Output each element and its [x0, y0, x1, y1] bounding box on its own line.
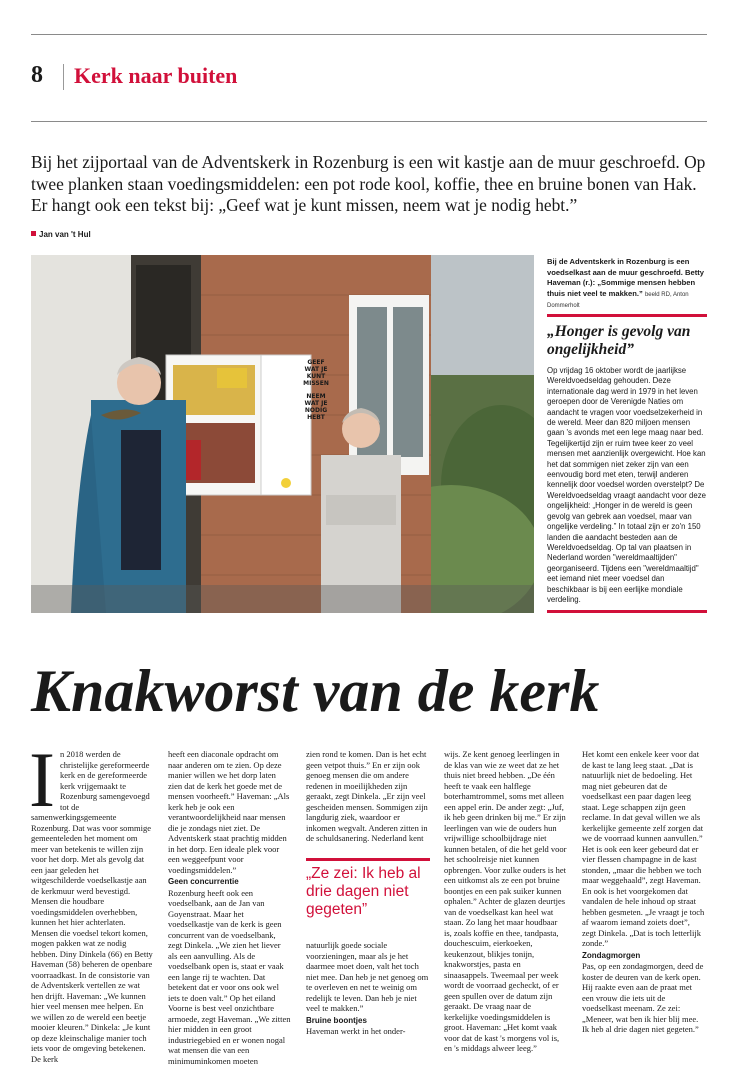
section-title: Kerk naar buiten — [74, 63, 238, 88]
body-text: n 2018 werden de christelijke gereformeerde kerk en de gereformeerde kerk vrijgemaakt te Rozenburg samengevoegd tot de samenwerkingsgemeente Rozenburg. Dat was voor sommige gemeenteleden het moment om meer van betekenis te willen zijn voor het dorp. Met als gevolg dat een jaar geleden het witgeschilderde voedselkastje aan de kerkmuur werd bevestigd. Mensen die houdbare voedingsmiddelen overhebben, kunnen het hier achterlaten. Mensen die voedsel tekort komen, mogen pakken wat ze nodig hebben. Diny Dinkela (66) en Betty Haveman (58) beheren de openbare voorraadkast. In de consistorie van de Adventskerk vertellen ze wat hen drijft. Haveman: „We kunnen hier veel mensen mee helpen. En we willen zo de wereld een beetje mooier kleuren.” Dinkela: „Je kunt op deze kleinschalige manier toch iets voor de omgeving betekenen. De kerk — [31, 749, 153, 1064]
article-photo — [31, 255, 534, 613]
body-text: Pas, op een zondagmorgen, deed de koster de deuren van de kerk open. Hij raakte even aan de praat met een vrouw die iets uit de voedselkast meenam. Ze zei: „Meneer, wat ben ik hier blij mee. Ik heb al drie dagen niet gegeten.” — [582, 961, 704, 1034]
article-column-3 — [306, 749, 429, 844]
sidebar-heading: „Honger is gevolg van ongelijkheid” — [547, 323, 691, 358]
photo-illustration — [31, 255, 534, 613]
caption-text: Bij de Adventskerk in Rozenburg is een voedselkast aan de muur geschroefd. Betty Haveman (r.): „Sommige mensen hebben thuis niet veel te makken.” — [547, 257, 704, 298]
article-column-2 — [168, 749, 291, 1066]
subheading: Zondagmorgen — [582, 950, 641, 960]
body-text: wijs. Ze kent genoeg leerlingen in de klas van wie ze weet dat ze het thuis niet breed hebben. „De één heeft te vaak een halflege boterhamtrommel, soms met alleen een appel erin. De ander zegt: „Juf, ik heb geen drinken bij me.” Er zijn leerlingen van wie de ouders hun vrijwillige schoolbijdrage niet kunnen betalen, of die het geld voor het schoolreisje niet kunnen opbrengen. Voor zulke ouders is het een uitkomst als ze een pot bruine boontjes en een pak suiker kunnen ophalen.” Achter de glazen deurtjes van de voedselkast kan heel wat staan. Zo lang het maar houdbaar is, zoals koffie en thee, tandpasta, douchescuim, eierkoeken, keukenzout, blikjes tonijn, knakworstjes, pasta en sinaasappels. Tweemaal per week wordt de voorraad gecheckt, of er geen spullen over de datum zijn geraakt. De vraag naar de kerkelijke voedingsmiddelen is groot. Haveman: „Het komt vaak voor dat de kast 's morgens vol is, en 's middags alweer leeg.” — [444, 749, 567, 1053]
sign-line: WAT JE — [304, 400, 328, 407]
sidebar-top-rule — [547, 314, 707, 317]
photo-caption — [547, 257, 707, 312]
body-text: Haveman werkt in het onder- — [306, 1026, 406, 1036]
pullquote-rule — [306, 858, 430, 861]
subheading: Geen concurrentie — [168, 877, 239, 886]
pullquote: „Ze zei: Ik heb al drie dagen niet gegeten” — [306, 865, 421, 918]
body-text: Rozenburg heeft ook een voedselbank, aan de Jan van Goyenstraat. Maar het voedselkastje van de kerk is geen concurrent van de voedselbank, zegt Dinkela. „We zien het liever als een aanvulling. Als de voedselbank open is, staat er vaak een lange rij te wachten. Dat betekent dat er voor ons ook wel iets te doen valt.” Op het eiland Voorne is best veel onzichtbare armoede, zegt Haveman. „We zitten hier midden in een groot industriegebied en er wonen nogal wat mensen die van een minimuminkomen moeten — [168, 887, 291, 1066]
sidebar-bottom-rule — [547, 610, 707, 613]
sign-line: GEEF — [307, 359, 325, 366]
article-column-3-continued — [306, 940, 429, 1037]
drop-cap: I — [29, 736, 55, 823]
photo-credit: beeld RD, Anton Dommerholt — [547, 291, 689, 309]
section-divider — [63, 64, 64, 90]
page-number: 8 — [31, 62, 43, 88]
sidebar-body: Op vrijdag 16 oktober wordt de jaarlijkse Wereldvoedseldag gehouden. Deze internationale dag werd in 1979 in het leven geroepen door de Verenigde Naties om aandacht te vragen voor voedselzekerheid in de wereld. Meer dan 820 miljoen mensen gaan 's avonds met een lege maag naar bed. Tegelijkertijd zijn er ruim twee keer zo veel mensen met aanzienlijk overgewicht. Hoe kan het dat sommigen niet zeker zijn van een eenvoudig bord met eten, terwijl anderen kennelijk door voedsel worden overstelpt? De Wereldvoedseldag vraagt aandacht voor deze ongelijkheid: „Honger in de wereld is geen gevolg van gebrek aan voedsel, maar van ongelijke verdeling.” In totaal zijn er zo'n 150 landen die aandacht besteden aan de Wereldvoedseldag. Op tal van plaatsen in Nederland worden "wereldmaaltijden" georganiseerd. Tijdens een "wereldmaaltijd" eet iemand niet meer voedsel dan beschikbaar is bij een eerlijke mondiale verdeling. — [547, 366, 706, 604]
article-column-5 — [582, 749, 705, 1035]
article-column-4 — [444, 749, 567, 1054]
byline — [31, 230, 91, 239]
intro-paragraph: Bij het zijportaal van de Adventskerk in Rozenburg is een wit kastje aan de muur geschroefd. Op twee planken staan voedingsmiddelen: een pot rode kool, koffie, thee en bruine bonen van Hak. Er hangt ook een tekst bij: „Geef wat je kunt missen, neem wat je nodig hebt.” — [31, 152, 706, 215]
top-rule — [31, 34, 707, 35]
sign-line: NEEM — [306, 393, 326, 400]
body-text: Het komt een enkele keer voor dat de kast te lang leeg staat. „Dat is natuurlijk niet de bedoeling. Het mag niet gebeuren dat de voedselkast een paar dagen leeg staat. Lege schappen zijn geen reclame. In dat geval willen we als kerkelijke gemeente zelf zorgen dat we de voorraad kunnen aanvullen.” Het is ook een keer gebeurd dat er vier flessen champagne in de kast stonden, „maar die hebben we toch maar weggehaald”, zegt Haveman. En ook is het voorgekomen dat vandalen de hele inhoud op straat hebben gesmeten. „Je vraagt je toch af waarom iemand zoiets doet”, zegt Dinkela. „Dat is toch letterlijk zonde.” — [582, 749, 705, 948]
sign-line: MISSEN — [303, 380, 329, 387]
sign-line: NODIG — [304, 407, 328, 414]
article-column-1 — [29, 736, 154, 1064]
sign-line: WAT JE — [304, 366, 328, 373]
sign-line: HEBT — [307, 414, 325, 421]
body-text: natuurlijk goede sociale voorzieningen, maar als je het daarmee moet doen, valt het toch niet mee. Dan heb je net genoeg om te overleven en net te weinig om redelijk te leven. Dan heb je niet veel te makken.” — [306, 940, 429, 1013]
sign-board — [295, 359, 337, 421]
author-name: Jan van 't Hul — [39, 230, 91, 239]
headline: Knakworst van de kerk — [31, 658, 600, 724]
byline-marker — [31, 231, 36, 236]
header-rule — [31, 121, 707, 122]
body-text: zien rond te komen. Dan is het echt geen vetpot thuis.” En er zijn ook genoeg mensen die om andere redenen in moeilijkheden zijn geraakt, zegt Dinkela. „Er zijn veel gescheiden mensen. Sommigen zijn langdurig ziek, waardoor er inkomen wegvalt. Anderen zitten in de schuldsanering. Nederland kent — [306, 749, 428, 843]
sign-line: KUNT — [306, 373, 326, 380]
body-text: heeft een diaconale opdracht om naar anderen om te zien. Op deze manier willen we het dorp laten zien dat de kerk het goede met de mensen voorheeft.” Haveman: „Als kerk heb je ook een verantwoordelijkheid naar mensen die je zondags niet ziet. De Adventskerk staat prachtig midden in het dorp. Een ideale plek voor een weggeefpunt voor voedingsmiddelen.” — [168, 749, 290, 875]
subheading: Bruine boontjes — [306, 1015, 367, 1025]
